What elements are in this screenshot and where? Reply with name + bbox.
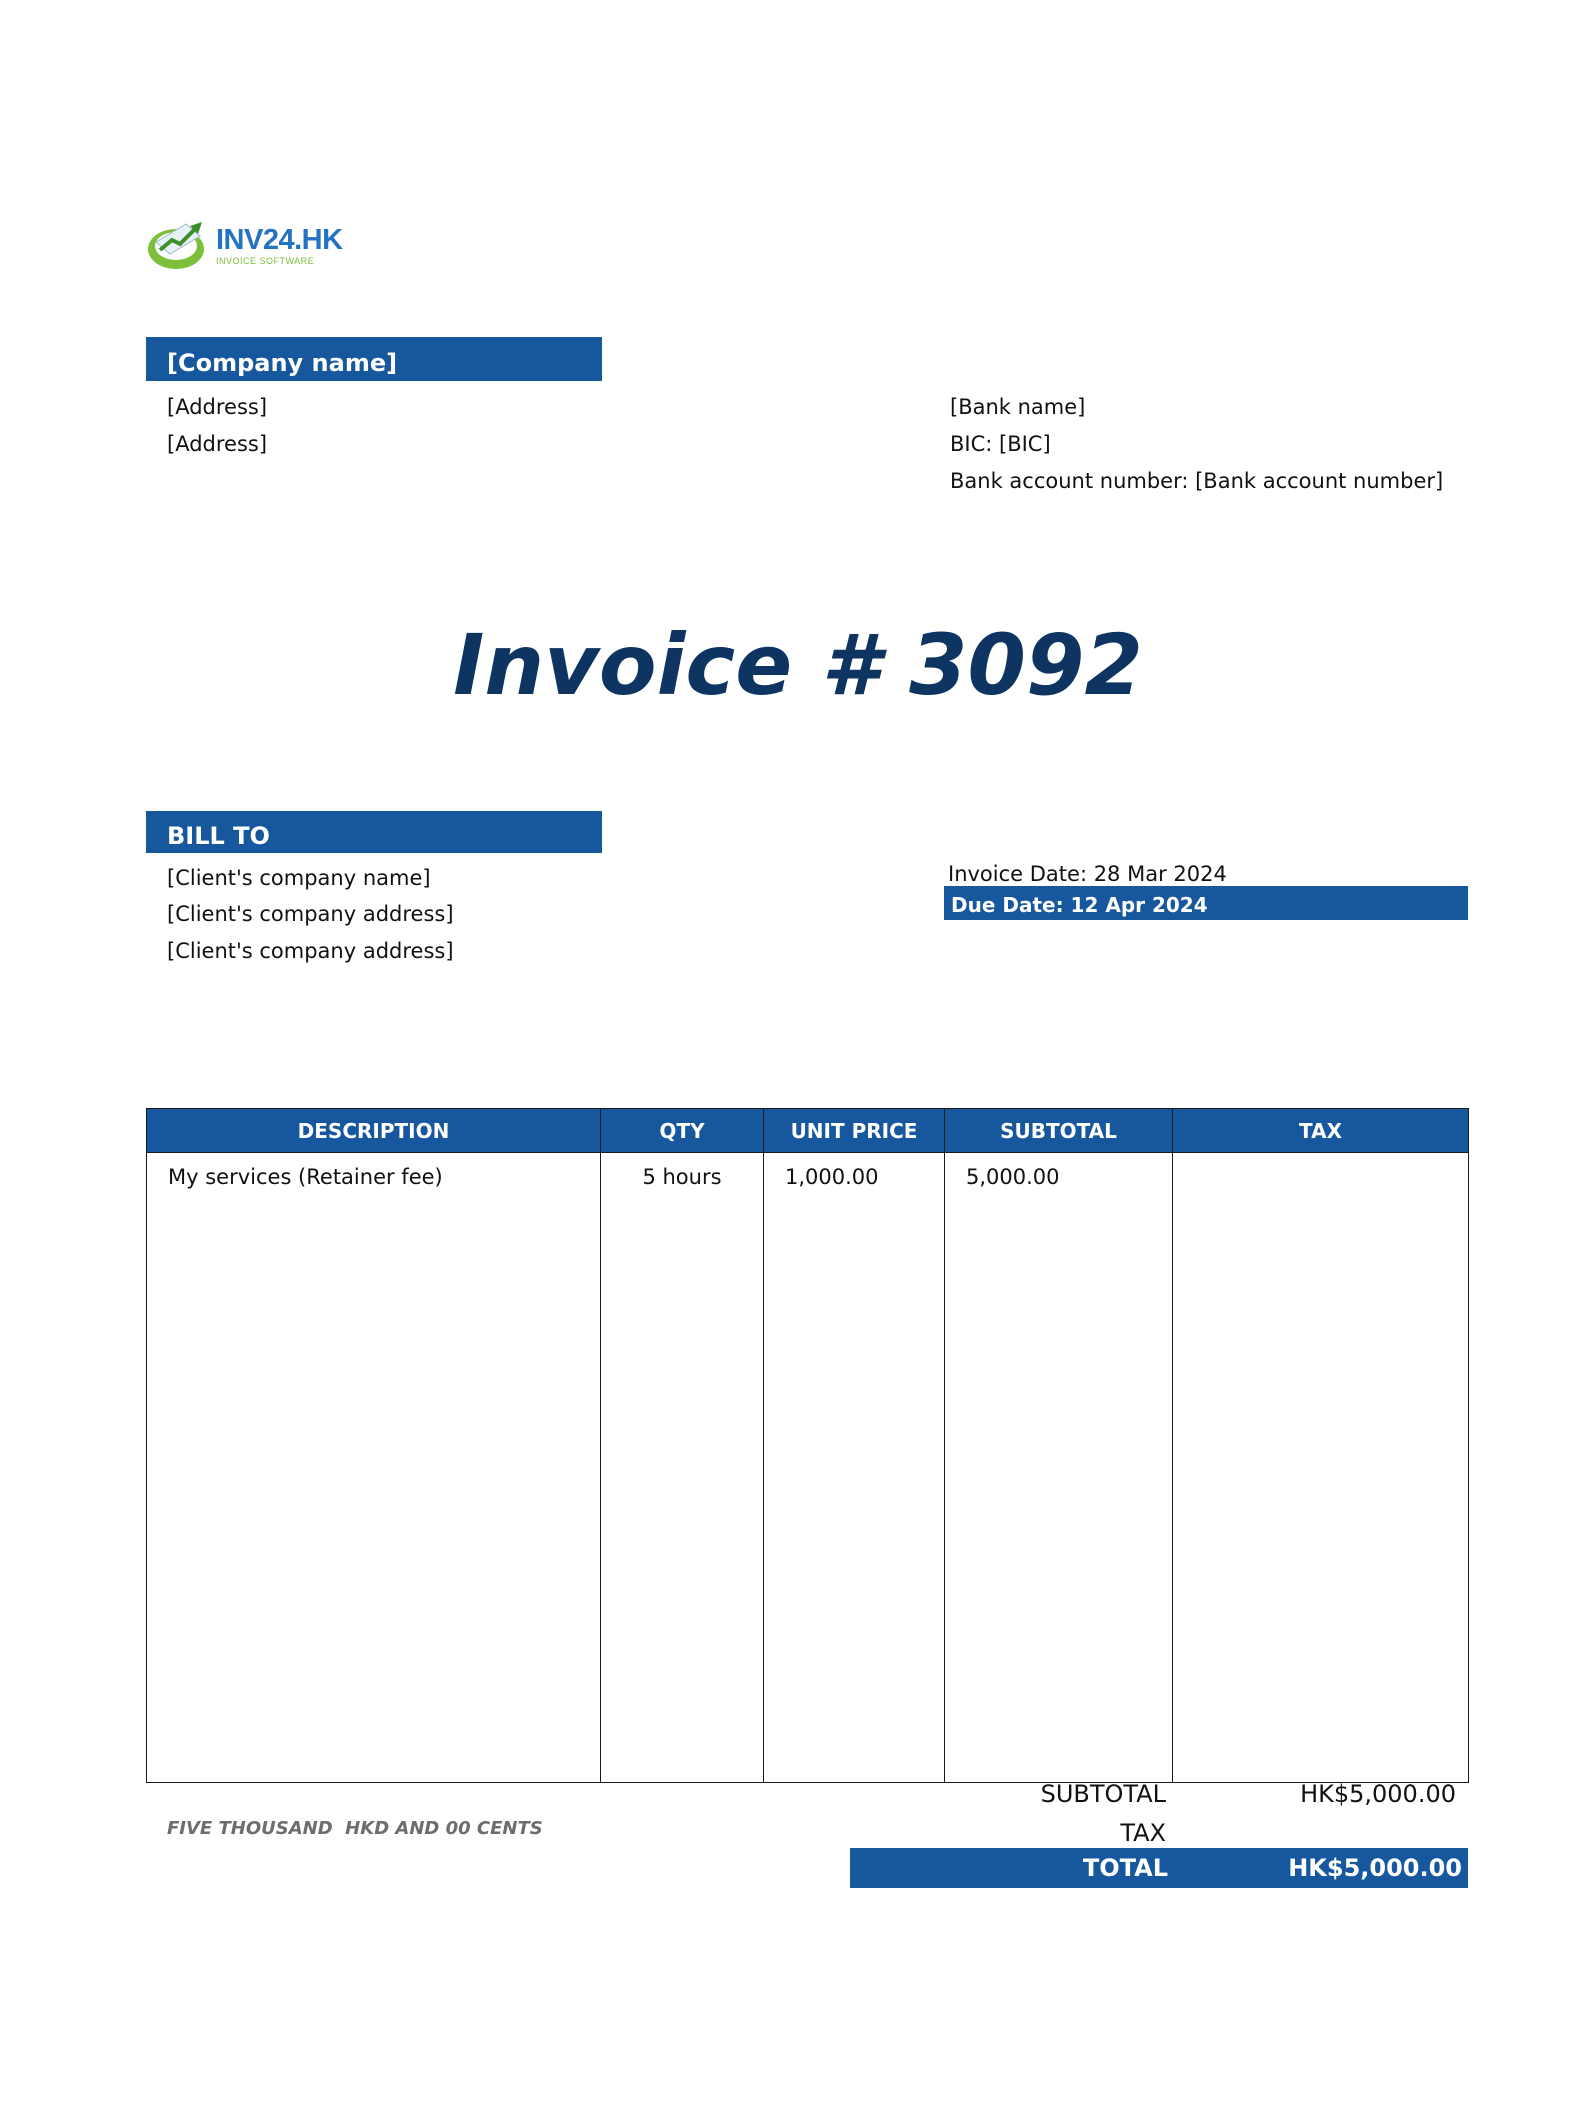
- items-table: [146, 1108, 1469, 1783]
- table-row: [147, 1153, 1469, 1206]
- table-header-row: [147, 1109, 1469, 1153]
- header-subtotal: SUBTOTAL: [945, 1109, 1173, 1153]
- subtotal-value: HK$5,000.00: [1300, 1780, 1456, 1808]
- total-bar: [850, 1848, 1468, 1888]
- tax-label: TAX: [1120, 1819, 1166, 1847]
- logo-subtext: INVOICE SOFTWARE: [216, 256, 315, 266]
- total-value: HK$5,000.00: [1288, 1854, 1462, 1882]
- cell-description: My services (Retainer fee): [147, 1153, 601, 1206]
- header-description: DESCRIPTION: [147, 1109, 601, 1153]
- bill-to-bar: BILL TO: [146, 811, 602, 853]
- logo: [146, 216, 343, 272]
- amount-in-words: FIVE THOUSAND HKD AND 00 CENTS: [167, 1818, 543, 1839]
- header-tax: TAX: [1173, 1109, 1469, 1153]
- bank-bic: BIC: [BIC]: [950, 432, 1051, 456]
- bank-name: [Bank name]: [950, 395, 1086, 419]
- cell-unit-price: 1,000.00: [764, 1153, 945, 1206]
- company-name-bar: [Company name]: [146, 337, 602, 381]
- header-unit-price: UNIT PRICE: [764, 1109, 945, 1153]
- invoice-date: Invoice Date: 28 Mar 2024: [948, 862, 1227, 886]
- client-company-address-2: [Client's company address]: [167, 939, 454, 963]
- due-date-bar: Due Date: 12 Apr 2024: [944, 886, 1468, 920]
- client-company-address-1: [Client's company address]: [167, 902, 454, 926]
- bank-account-number: Bank account number: [Bank account number]: [950, 469, 1444, 493]
- logo-emblem-icon: [146, 216, 210, 272]
- total-label: TOTAL: [1082, 1854, 1168, 1882]
- subtotal-label: SUBTOTAL: [1040, 1780, 1166, 1808]
- table-empty-space: [147, 1205, 1469, 1783]
- cell-subtotal: 5,000.00: [945, 1153, 1173, 1206]
- company-address-line-2: [Address]: [167, 432, 268, 456]
- invoice-title: Invoice # 3092: [453, 616, 1143, 714]
- logo-text: INV24.HK: [216, 224, 343, 256]
- client-company-name: [Client's company name]: [167, 866, 431, 890]
- company-address-line-1: [Address]: [167, 395, 268, 419]
- cell-qty: 5 hours: [601, 1153, 764, 1206]
- cell-tax: [1173, 1153, 1469, 1206]
- header-qty: QTY: [601, 1109, 764, 1153]
